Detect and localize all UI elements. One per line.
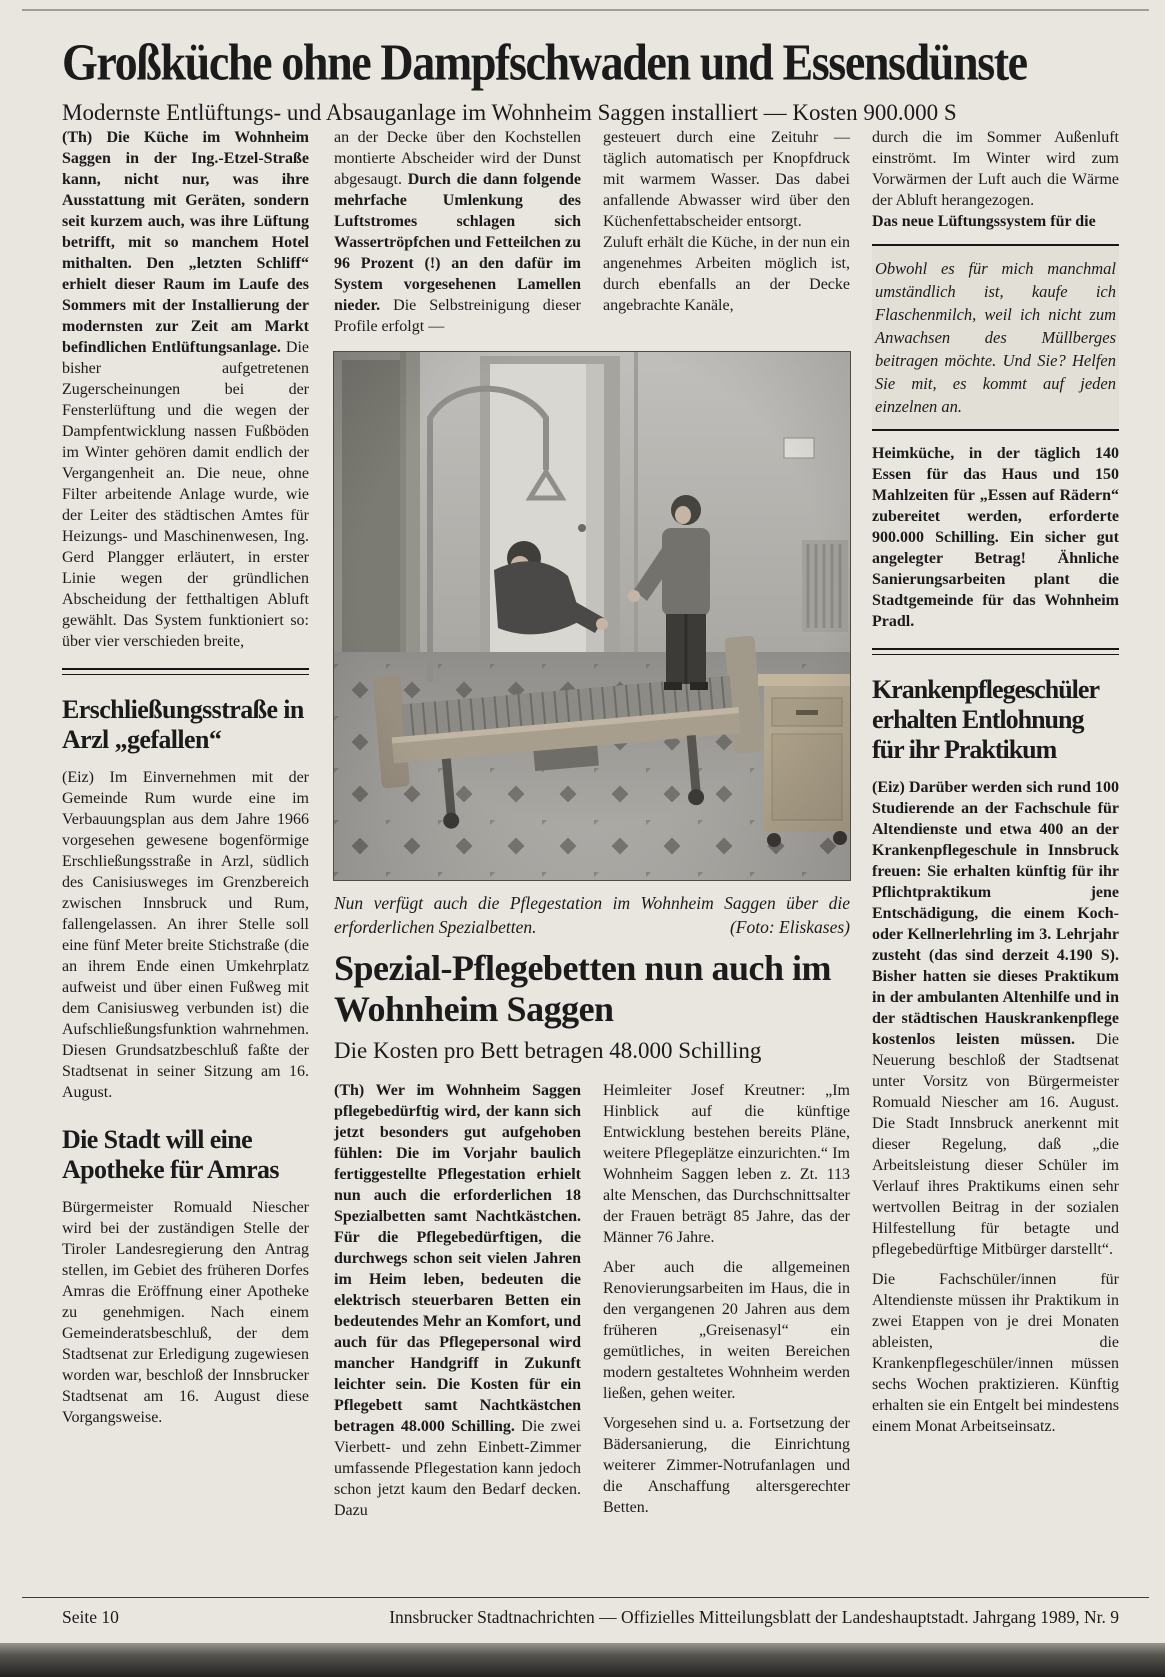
- betten-colA-paragraph: [334, 1080, 581, 1521]
- kitchen-lead-rest: Die bisher aufgetretenen Zugerscheinungen bei der Fensterlüftung und die wegen der Dampfentwicklung nassen Fußböden im Winter gehören damit endlich der Vergangenheit an. Die neue, ohne Filter arbeitende Anlage wurde, wie der Leiter des städtischen Amtes für Heizungs- und Maschinenwesen, Ing. Gerd Plangger erläutert, in erster Linie wegen der gründlichen Abscheidung der fetthaltigen Abluft gewählt. Das System funktioniert so: über vier verschieden breite,: [62, 339, 309, 650]
- betten-article-header: [334, 948, 854, 1063]
- kitchen-lead-bold: (Th) Die Küche im Wohnheim Saggen in der Ing.-Etzel-Straße kann, nicht nur, was ihre Ausstattung mit Geräten, sondern seit kurzem auch, was ihre Lüftung betrifft, mit so manchem Hotel mithalten. Den „letzten Schliff“ erhielt dieser Raum im Laufe des Sommers mit der Installierung der modernsten zur Zeit am Markt befindlichen Entlüftungsanlage.: [62, 129, 309, 356]
- section-separator-rule: [62, 668, 309, 675]
- pflege-lead-paragraph: [872, 777, 1119, 1260]
- lead-headline: Großküche ohne Dampfschwaden und Essensdünste: [62, 32, 1027, 92]
- apotheke-body: Bürgermeister Romuald Niescher wird bei der zuständigen Stelle der Tiroler Landesregierung den Antrag stellen, im Gebiet des früheren Dorfes Amras die Eröffnung einer Apotheke zu genehmigen. Nach einem Gemeinderatsbeschluß, der dem Stadtsenat zur Erledigung zugewiesen worden war, beschloß der Innsbrucker Stadtsenat am 16. August diese Vorgangsweise.: [62, 1199, 309, 1426]
- betten-headline: Spezial-Pflegebetten nun auch im Wohnheim Saggen: [334, 948, 831, 1029]
- column-1: [62, 127, 309, 1428]
- lead-article-header: [62, 32, 1122, 125]
- betten-colA-rest: Die zwei Vierbett- und zehn Einbett-Zimmer umfassende Pflegestation kann jedoch schon jetzt kaum den Bedarf decken. Dazu: [334, 1418, 581, 1519]
- betten-colB-p3: Vorgesehen sind u. a. Fortsetzung der Bädersanierung, die Einrichtung weiterer Zimmer-Notrufanlagen und die Anschaffung altersgerechter Betten.: [603, 1415, 850, 1516]
- article-photo-illustration: [334, 352, 850, 880]
- pflege-lead-rest: Die Neuerung beschloß der Stadtsenat unter Vorsitz von Bürgermeister Romuald Niescher am 16. August. Die Stadt Innsbruck anerkennt mit dieser Regelung, daß „die Arbeitsleistung dieser Schüler im Verlauf ihres Praktikums einen sehr wertvollen Beitrag in der sozialen Hilfestellung für betagte und pflegebedürftige Mitbürger darstellt“.: [872, 1031, 1119, 1258]
- photo-credit: (Foto: Eliskases): [729, 917, 850, 937]
- kitchen-col3-p2: Zuluft erhält die Küche, in der nun ein angenehmes Arbeiten möglich ist, durch ebenfalls an der Decke angebrachte Kanäle,: [603, 234, 850, 314]
- kitchen-col4-a: durch die im Sommer Außenluft einströmt. Im Winter wird zum Vorwärmen der Luft auch die Wärme der Abluft herangezogen.: [872, 129, 1119, 209]
- betten-column-b: [603, 1080, 850, 1518]
- column-4: [872, 127, 1119, 1437]
- column-2: [334, 127, 581, 337]
- betten-deck: Die Kosten pro Bett betragen 48.000 Schilling: [334, 1038, 762, 1063]
- article-photo: [334, 352, 850, 880]
- page-bottom-edge: [0, 1643, 1165, 1677]
- betten-colA-bold: (Th) Wer im Wohnheim Saggen pflegebedürftig wird, der kann sich jetzt besonders gut aufgehoben fühlen: Die im Vorjahr baulich fertiggestellte Pflegestation erhielt nun auch die erforderlichen 18 Spezialbetten samt Nachtkästchen. Für die Pflegebedürftigen, die durchwegs schon seit vielen Jahren im Heim leben, bedeuten die elektrisch steuerbaren Betten ein bedeutendes Mehr an Komfort, und auch für das Pflegepersonal wird mancher Handgriff in Zukunft leichter sein. Die Kosten für ein Pflegebett samt Nachtkästchen betragen 48.000 Schilling.: [334, 1082, 581, 1435]
- arzl-headline: Erschließungsstraße in Arzl „gefallen“: [62, 695, 304, 754]
- photo-caption-text: Nun verfügt auch die Pflegestation im Wohnheim Saggen über die erforderlichen Spezialbetten.: [334, 893, 850, 937]
- footer-page-number: Seite 10: [62, 1607, 119, 1627]
- kitchen-col2-a: an der Decke über den Kochstellen montierte Abscheider wird der Dunst abgesaugt.: [334, 129, 581, 188]
- page-footer: [62, 1607, 1119, 1628]
- page-top-edge-rule: [22, 9, 1149, 11]
- photo-caption-block: [334, 891, 850, 939]
- kitchen-col4-lead-in: Das neue Lüftungssystem für die: [872, 213, 1096, 230]
- kitchen-col2-bold: Durch die dann folgende mehrfache Umlenkung des Luftstromes schlagen sich Wassertröpfchen und Fetteilchen zu 96 Prozent (!) an den dafür im System vorgesehenen Lamellen nieder.: [334, 171, 581, 314]
- column-3: [603, 127, 850, 316]
- milk-notice-text: Obwohl es für mich manchmal umständlich ist, kaufe ich Flaschenmilch, weil ich nicht zum Anwachsen des Müllberges beitragen möchte. Und Sie? Helfen Sie mit, es kommt auf jeden einzelnen an.: [875, 259, 1116, 416]
- footer-rule: [22, 1597, 1149, 1598]
- kitchen-article-paragraph: [62, 127, 309, 652]
- section-separator-rule: [872, 648, 1119, 655]
- milk-notice-box: [872, 244, 1119, 431]
- lead-subhead: Modernste Entlüftungs- und Absauganlage im Wohnheim Saggen installiert — Kosten 900.000 S: [62, 99, 957, 125]
- footer-publication-line: Innsbrucker Stadtnachrichten — Offizielles Mitteilungsblatt der Landeshauptstadt. Jahrgang 1989, Nr. 9: [389, 1607, 1119, 1627]
- pflege-lead-bold: (Eiz) Darüber werden sich rund 100 Studierende an der Fachschule für Altendienste und etwa 400 an der Krankenpflegeschule in Innsbruck freuen: Sie erhalten künftig für ihr Pflichtpraktikum jene Entschädigung, die einem Koch- oder Kellnerlehrling im 3. Lehrjahr zusteht (das sind derzeit 4.190 S). Bisher hatten sie dieses Praktikum in der ambulanten Altenhilfe und in der städtischen Hauskrankenpflege kostenlos leisten müssen.: [872, 779, 1119, 1048]
- betten-column-a: [334, 1080, 581, 1521]
- kitchen-col2-b: Die Selbstreinigung dieser Profile erfolgt —: [334, 297, 581, 335]
- apotheke-headline: Die Stadt will eine Apotheke für Amras: [62, 1125, 279, 1184]
- betten-colB-p2: Aber auch die allgemeinen Renovierungsarbeiten im Haus, die in den vergangenen 20 Jahren aus dem früheren „Greisenasyl“ ein gemütliches, in weiten Bereichen modern gestaltetes Wohnheim werden ließen, gehen weiter.: [603, 1259, 850, 1402]
- betten-colB-p1: Heimleiter Josef Kreutner: „Im Hinblick auf die künftige Entwicklung bestehen bereits Pläne, weitere Pflegeplätze einzurichten.“ Im Wohnheim Saggen leben z. Zt. 113 alte Menschen, das Durchschnittsalter der Frauen beträgt 85 Jahre, das der Männer 76 Jahre.: [603, 1082, 850, 1246]
- kitchen-col3-p1: gesteuert durch eine Zeituhr — täglich automatisch per Knopfdruck mit warmem Wasser. Das dabei anfallende Abwasser wird über den Küchenfettabscheider entsorgt.: [603, 129, 850, 230]
- pflege-headline: Krankenpflegeschüler erhalten Entlohnung für ihr Praktikum: [872, 675, 1099, 764]
- kitchen-col4-continuation: Heimküche, in der täglich 140 Essen für das Haus und 150 Mahlzeiten für „Essen auf Rädern“ zubereitet werden, erforderte 900.000 Schilling. Ein sicher gut angelegter Betrag! Ähnliche Sanierungsarbeiten plant die Stadtgemeinde für das Wohnheim Pradl.: [872, 445, 1119, 630]
- kitchen-article-paragraph: [334, 127, 581, 337]
- photo-caption: [334, 891, 850, 939]
- arzl-body: (Eiz) Im Einvernehmen mit der Gemeinde Rum wurde eine im Verbauungsplan aus dem Jahre 1966 vorgesehen gewesene bogenförmige Erschließungsstraße in Arzl, südlich des Canisiusweges im Grenzbereich zwischen Innsbruck und Rum, fallengelassen. An ihrer Stelle soll eine fünf Meter breite Stichstraße (die an ihrem Ende einen Umkehrplatz aufweist und über einen Fußweg mit dem Canisiusweg verbunden ist) die Aufschließungsfunktion wahrnehmen. Diesen Grundsatzbeschluß faßte der Stadtsenat in seiner Sitzung am 16. August.: [62, 769, 309, 1101]
- pflege-p2: Die Fachschüler/innen für Altendienste müssen ihr Praktikum in zwei Etappen von je drei Monaten ableisten, die Krankenpflegeschüler/innen müssen sechs Wochen praktizieren. Künftig erhalten sie ein Entgelt bei mindestens einem Monat Arbeitseinsatz.: [872, 1271, 1119, 1435]
